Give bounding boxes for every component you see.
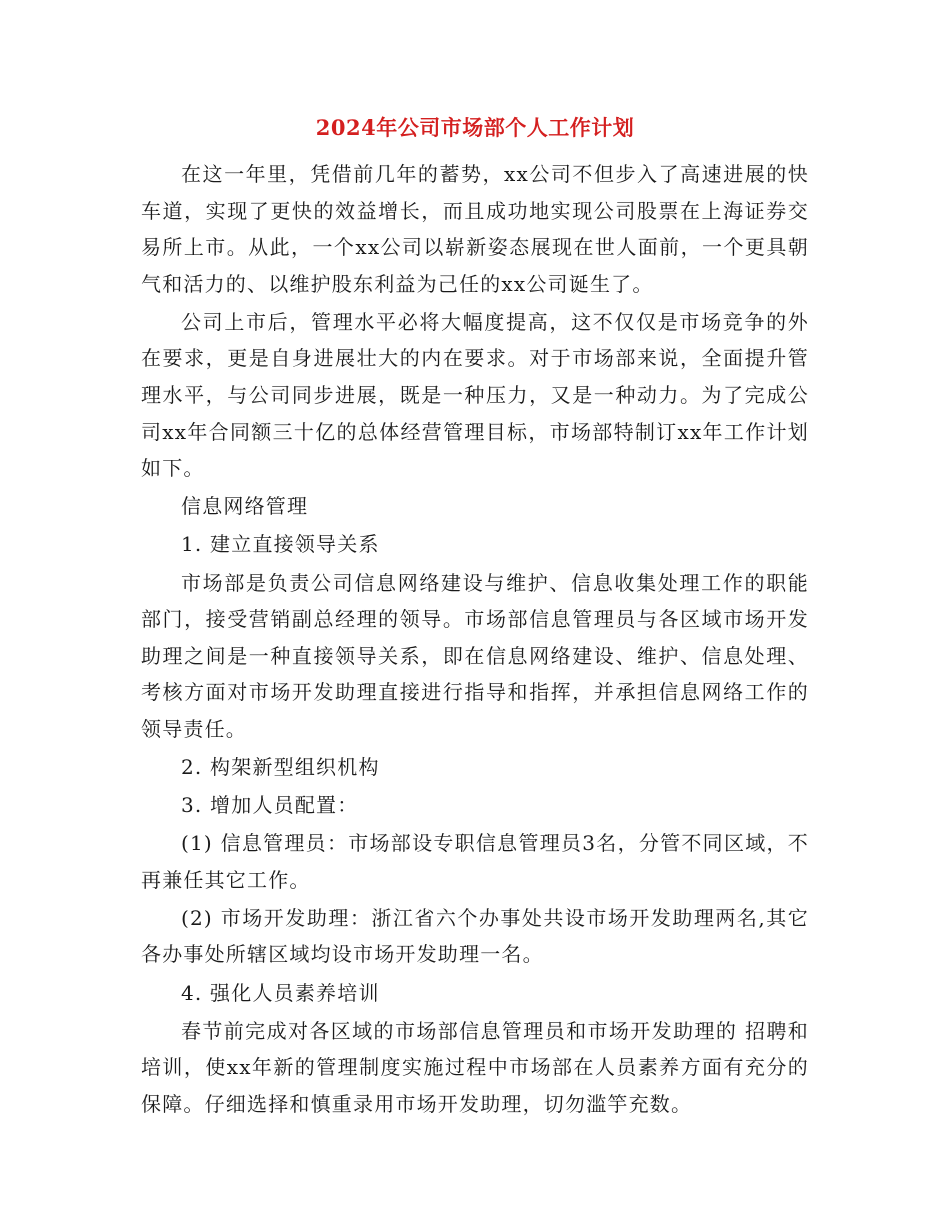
item-4-paragraph: 春节前完成对各区域的市场部信息管理员和市场开发助理的 招聘和培训，使xx年新的管理制度实施过程中市场部在人员素养方面有充分的保障。仔细选择和慎重录用市场开发助理，切勿滥竽充数。 <box>141 1018 809 1116</box>
document-body <box>141 156 809 1122</box>
goal-paragraph: 公司上市后，管理水平必将大幅度提高，这不仅仅是市场竞争的外在要求，更是自身进展壮大的内在要求。对于市场部来说，全面提升管理水平，与公司同步进展，既是一种压力，又是一种动力。为了完成公司xx年合同额三十亿的总体经营管理目标，市场部特制订xx年工作计划如下。 <box>141 309 809 481</box>
document-title: 2024年公司市场部个人工作计划 <box>315 115 635 140</box>
intro-paragraph: 在这一年里，凭借前几年的蓄势，xx公司不但步入了高速进展的快车道，实现了更快的效益增长，而且成功地实现公司股票在上海证券交易所上市。从此，一个xx公司以崭新姿态展现在世人面前，一个更具朝气和活力的、以维护股东利益为己任的xx公司诞生了。 <box>141 162 809 296</box>
section-heading-info-network: 信息网络管理 <box>181 494 309 519</box>
item-heading-2: 2. 构架新型组织机构 <box>181 755 380 779</box>
item-heading-4: 4. 强化人员素养培训 <box>181 980 380 1005</box>
item-1-paragraph: 市场部是负责公司信息网络建设与维护、信息收集处理工作的职能部门，接受营销副总经理的领导。市场部信息管理员与各区域市场开发助理之间是一种直接领导关系，即在信息网络建设、维护、信息处理、考核方面对市场开发助理直接进行指导和指挥，并承担信息网络工作的领导责任。 <box>141 570 809 741</box>
sub-item-1-paragraph: (1) 信息管理员：市场部设专职信息管理员3名，分管不同区域，不再兼任其它工作。 <box>141 831 809 892</box>
item-heading-3: 3. 增加人员配置： <box>181 793 359 818</box>
item-heading-1: 1. 建立直接领导关系 <box>181 532 380 557</box>
sub-item-2-paragraph: (2) 市场开发助理：浙江省六个办事处共设市场开发助理两名,其它各办事处所辖区域均设市场开发助理一名。 <box>141 905 809 967</box>
